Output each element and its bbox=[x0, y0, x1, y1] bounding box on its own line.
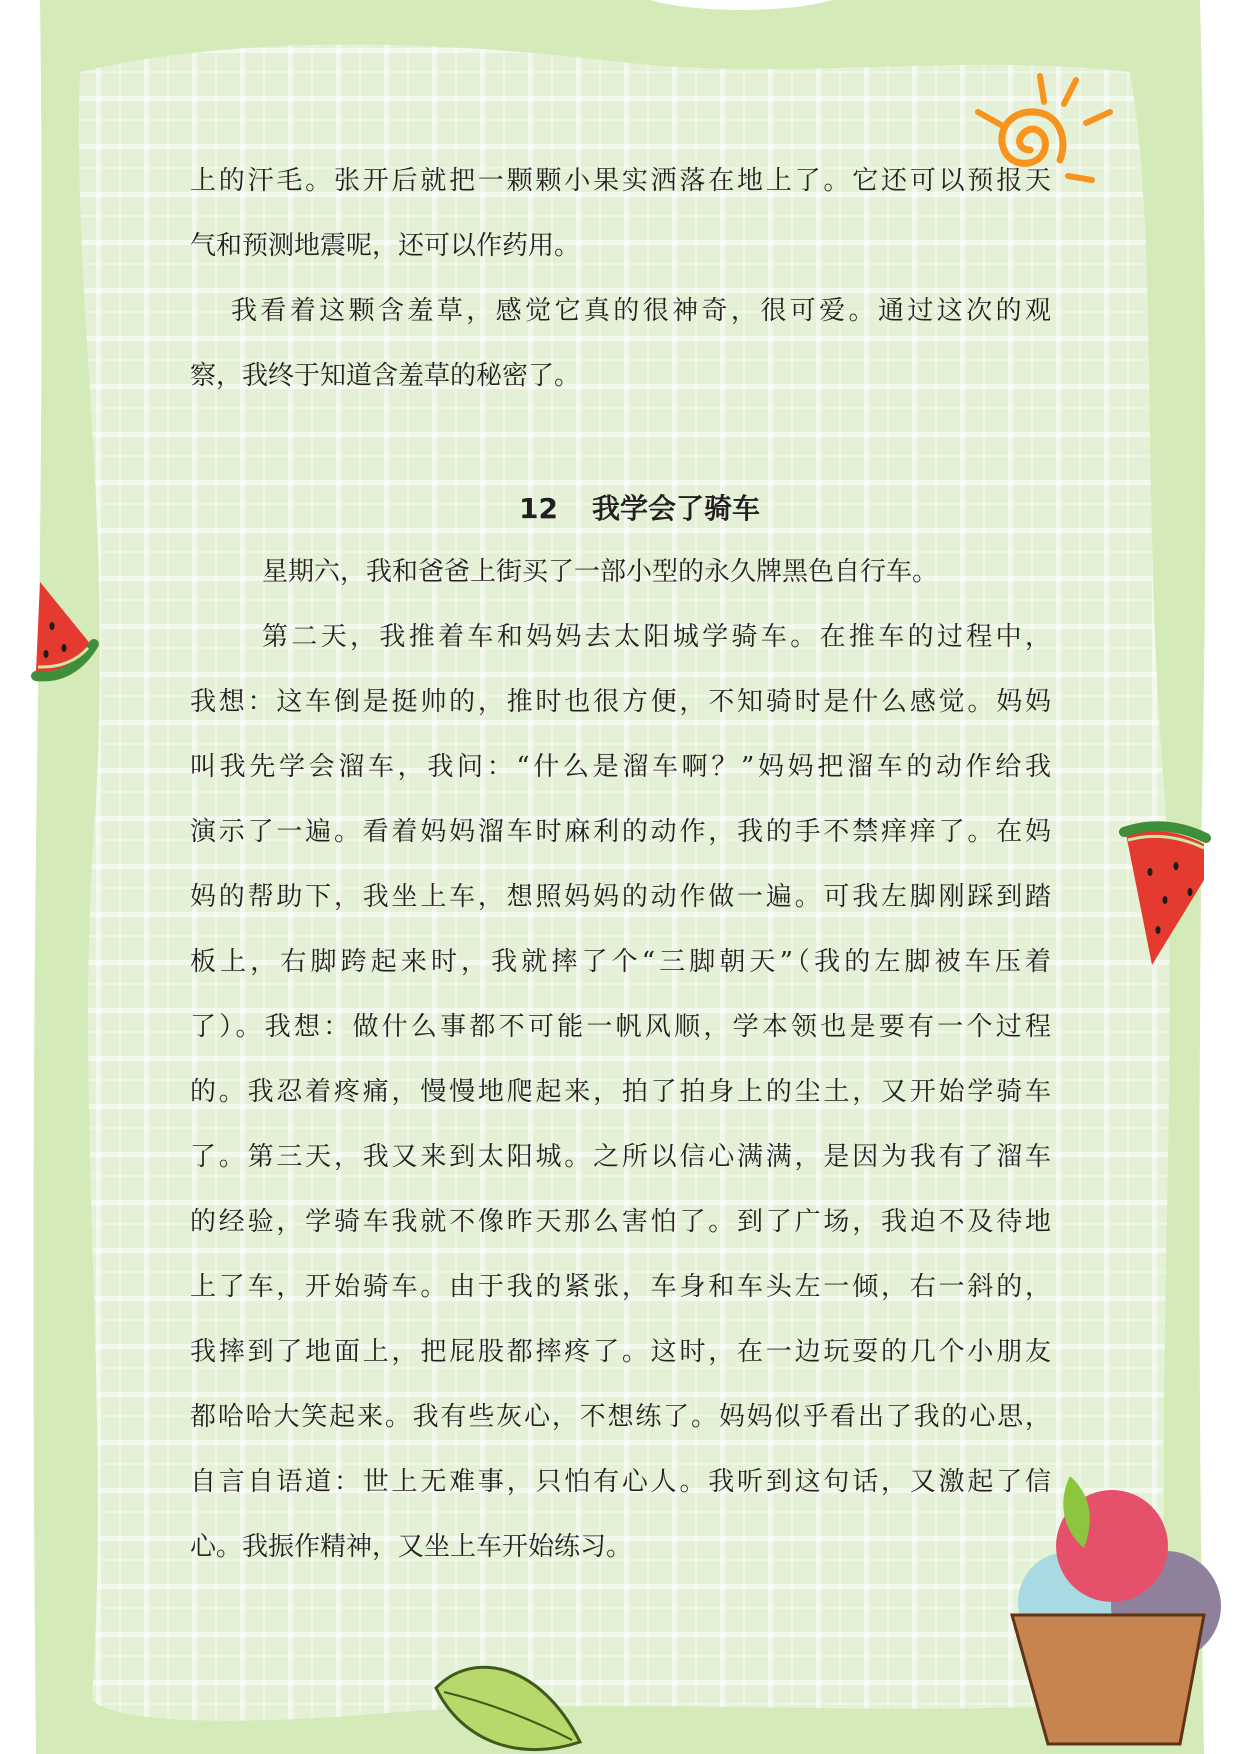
text-line: 我想：这车倒是挺帅的，推时也很方便，不知骑时是什么感觉。妈妈 bbox=[190, 687, 1051, 717]
text-line: 上的汗毛。张开后就把一颗颗小果实洒落在地上了。它还可以预报天 bbox=[190, 166, 1051, 196]
text-line: 气和预测地震呢，还可以作药用。 bbox=[190, 231, 581, 261]
text-line: 的。我忍着疼痛，慢慢地爬起来，拍了拍身上的尘土，又开始学骑车 bbox=[190, 1077, 1051, 1107]
text-line: 妈的帮助下，我坐上车，想照妈妈的动作做一遍。可我左脚刚踩到踏 bbox=[190, 882, 1051, 912]
text-line: 察，我终于知道含羞草的秘密了。 bbox=[190, 361, 581, 391]
text-line: 星期六，我和爸爸上街买了一部小型的永久牌黑色自行车。 bbox=[262, 557, 939, 587]
paragraph bbox=[190, 149, 1051, 279]
text-line: 自言自语道：世上无难事，只怕有心人。我听到这句话，又激起了信 bbox=[190, 1467, 1051, 1497]
text-line: 的经验，学骑车我就不像昨天那么害怕了。到了广场，我迫不及待地 bbox=[190, 1207, 1051, 1237]
paragraph bbox=[190, 279, 1051, 409]
text-line: 我摔到了地面上，把屁股都摔疼了。这时，在一边玩耍的几个小朋友 bbox=[190, 1337, 1051, 1367]
text-line: 叫我先学会溜车，我问：“什么是溜车啊？”妈妈把溜车的动作给我 bbox=[190, 752, 1051, 782]
text-line: 心。我振作精神，又坐上车开始练习。 bbox=[190, 1532, 633, 1562]
text-line: 了。第三天，我又来到太阳城。之所以信心满满，是因为我有了溜车 bbox=[190, 1142, 1051, 1172]
text-line: 了）。我想：做什么事都不可能一帆风顺，学本领也是要有一个过程 bbox=[190, 1012, 1051, 1042]
article-title: 我学会了骑车 bbox=[591, 492, 760, 525]
text-line: 都哈哈大笑起来。我有些灰心，不想练了。妈妈似乎看出了我的心思， bbox=[190, 1402, 1051, 1432]
text-line: 演示了一遍。看着妈妈溜车时麻利的动作，我的手不禁痒痒了。在妈 bbox=[190, 817, 1051, 847]
paragraph bbox=[190, 540, 1051, 605]
text-line: 上了车，开始骑车。由于我的紧张，车身和车头左一倾，右一斜的， bbox=[190, 1272, 1051, 1302]
text-line: 板上，右脚跨起来时，我就摔了个“三脚朝天”（我的左脚被车压着 bbox=[190, 947, 1051, 977]
article-heading bbox=[190, 477, 1051, 540]
text-column bbox=[190, 149, 1051, 1580]
text-line: 第二天，我推着车和妈妈去太阳城学骑车。在推车的过程中， bbox=[262, 622, 1051, 652]
text-line: 我看着这颗含羞草，感觉它真的很神奇，很可爱。通过这次的观 bbox=[231, 296, 1051, 326]
article-number: 12 bbox=[519, 492, 558, 525]
paragraph bbox=[190, 605, 1051, 1580]
